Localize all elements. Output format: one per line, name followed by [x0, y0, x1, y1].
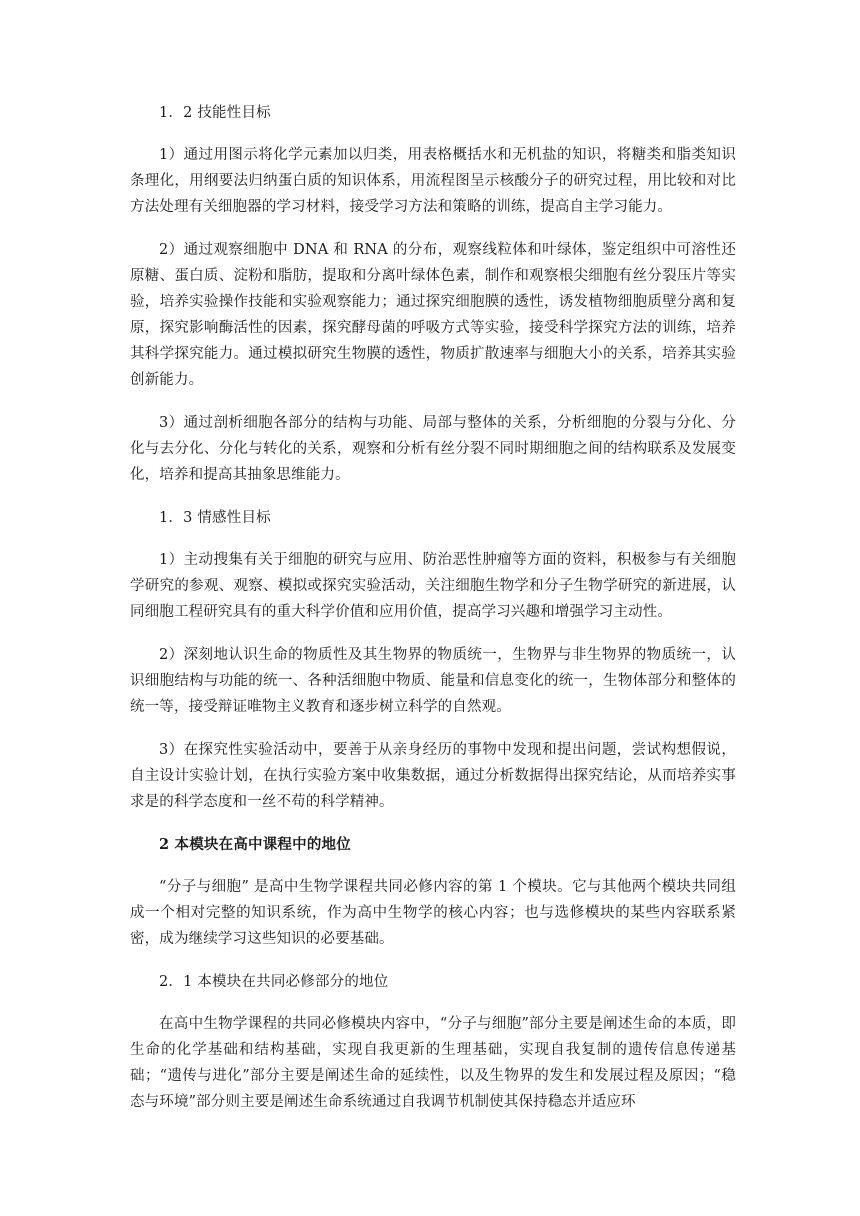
section-heading-2: 2 本模块在高中课程中的地位: [159, 836, 351, 853]
section-heading-1-3: 1．3 情感性目标: [159, 510, 271, 526]
paragraph-1-2-3: 3）通过剖析细胞各部分的结构与功能、局部与整体的关系，分析细胞的分裂与分化、分化与去分化、分化与转化的关系，观察和分析有丝分裂不同时期细胞之间的结构联系及发展变化，培养和提高其抽象思维能力。: [130, 415, 736, 483]
paragraph-2-1-1: 在高中生物学课程的共同必修模块内容中，“分子与细胞”部分主要是阐述生命的本质，即生命的化学基础和结构基础，实现自我更新的生理基础，实现自我复制的遗传信息传递基础；“遗传与进化”部分主要是阐述生命的延续性，以及生物界的发生和发展过程及原因；“稳态与环境”部分则主要是阐述生命系统通过自我调节机制使其保持稳态并适应环: [130, 1016, 736, 1110]
section-heading-1-2: 1．2 技能性目标: [159, 105, 271, 121]
paragraph-2-1: “分子与细胞” 是高中生物学课程共同必修内容的第 1 个模块。它与其他两个模块共同组成一个相对完整的知识系统，作为高中生物学的核心内容；也与选修模块的某些内容联系紧密，成为继续学习这些知识的必要基础。: [130, 879, 736, 947]
document-body: [130, 100, 736, 1115]
paragraph-1-3-1: 1）主动搜集有关于细胞的研究与应用、防治恶性肿瘤等方面的资料，积极参与有关细胞学研究的参观、观察、模拟或探究实验活动，关注细胞生物学和分子生物学研究的新进展，认同细胞工程研究具有的重大科学价值和应用价值，提高学习兴趣和增强学习主动性。: [130, 552, 736, 620]
paragraph-1-3-2: 2）深刻地认识生命的物质性及其生物界的物质统一，生物界与非生物界的物质统一，认识细胞结构与功能的统一、各种活细胞中物质、能量和信息变化的统一，生物体部分和整体的统一等，接受辩证唯物主义教育和逐步树立科学的自然观。: [130, 647, 736, 715]
paragraph-1-2-2: 2）通过观察细胞中 DNA 和 RNA 的分布，观察线粒体和叶绿体，鉴定组织中可溶性还原糖、蛋白质、淀粉和脂肪，提取和分离叶绿体色素，制作和观察根尖细胞有丝分裂压片等实验，培养实验操作技能和实验观察能力；通过探究细胞膜的透性，诱发植物细胞质壁分离和复原，探究影响酶活性的因素，探究酵母菌的呼吸方式等实验，接受科学探究方法的训练，培养其科学探究能力。通过模拟研究生物膜的透性，物质扩散速率与细胞大小的关系，培养其实验创新能力。: [130, 242, 736, 388]
section-heading-2-1: 2．1 本模块在共同必修部分的地位: [159, 974, 389, 990]
paragraph-1-2-1: 1）通过用图示将化学元素加以归类，用表格概括水和无机盐的知识，将糖类和脂类知识条理化，用纲要法归纳蛋白质的知识体系，用流程图呈示核酸分子的研究过程，用比较和对比方法处理有关细胞器的学习材料，接受学习方法和策略的训练，提高自主学习能力。: [130, 147, 736, 215]
paragraph-1-3-3: 3）在探究性实验活动中，要善于从亲身经历的事物中发现和提出问题，尝试构想假说，自主设计实验计划，在执行实验方案中收集数据，通过分析数据得出探究结论，从而培养实事求是的科学态度和一丝不苟的科学精神。: [130, 742, 736, 810]
